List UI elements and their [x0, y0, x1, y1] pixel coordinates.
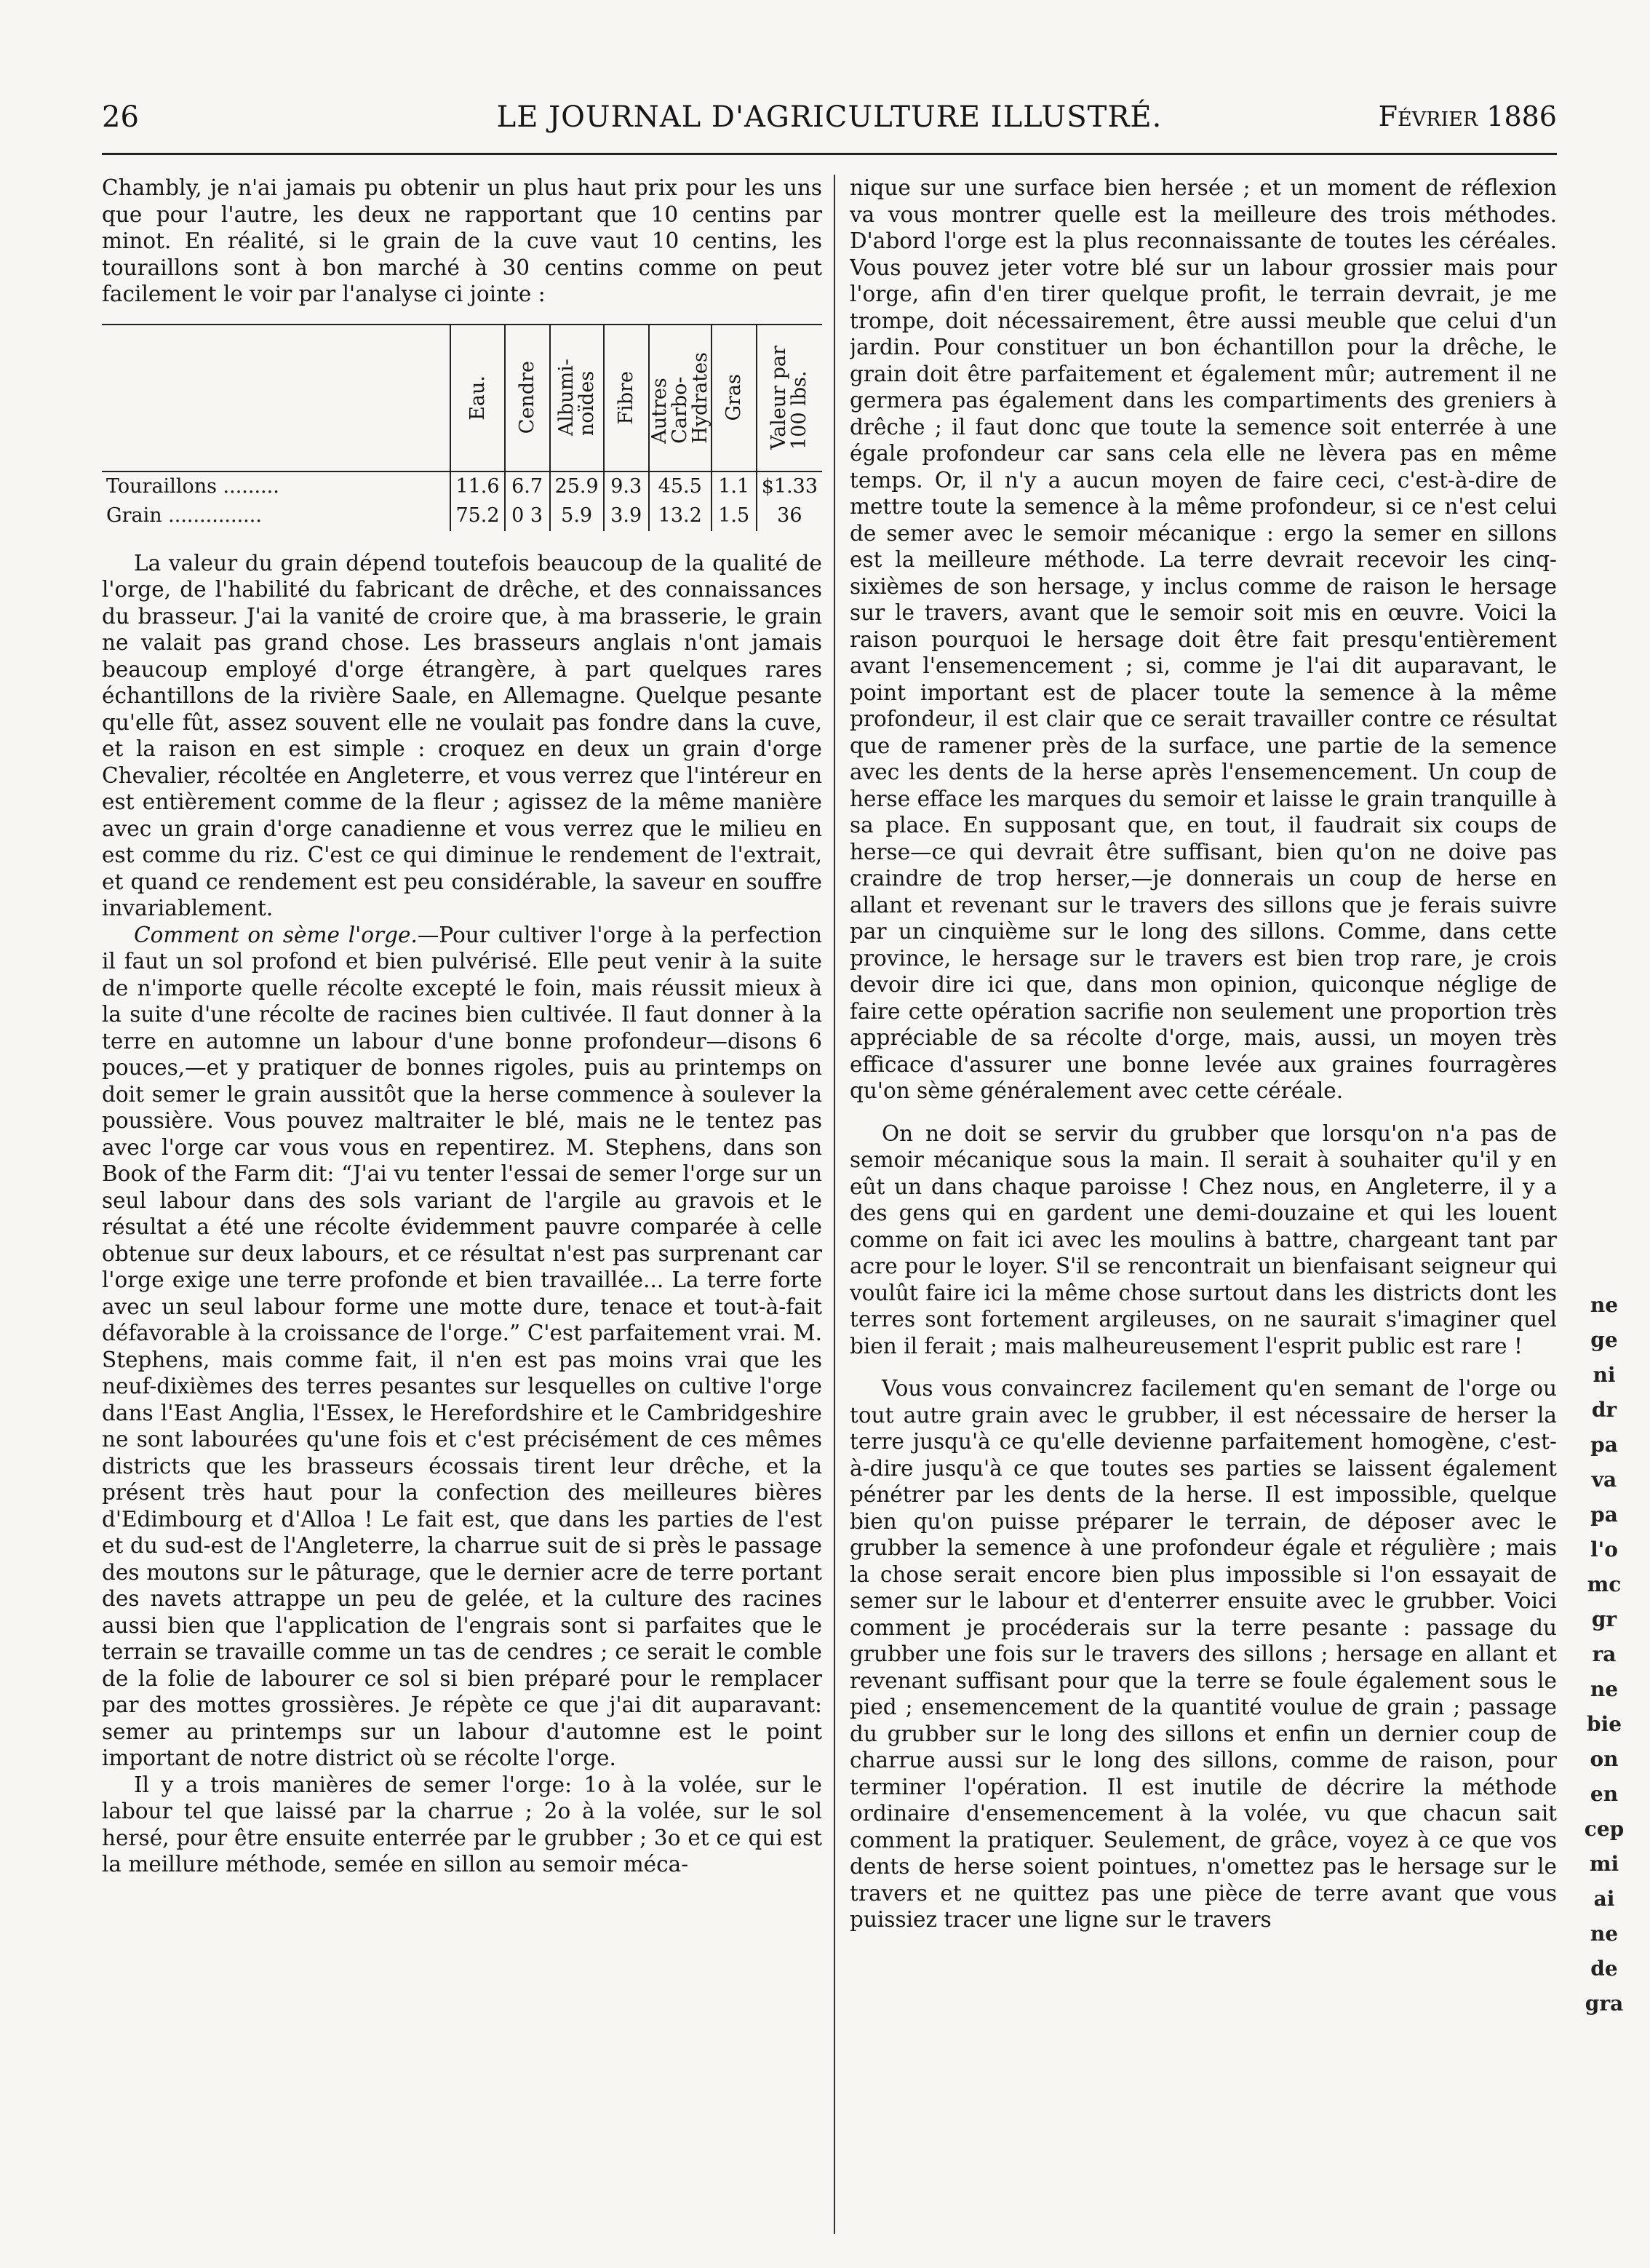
column-label: Fibre — [614, 370, 637, 425]
margin-fragment: on — [1590, 1747, 1619, 1771]
paragraph-text: —Pour cultiver l'orge à la perfection il faut un sol profond et bien pulvérisé. Elle peut venir à la suite de n'importe quelle récolte excepté le foin, mais réussit mieux à la suite d'une récolte de racines bien cultivée. Il faut donner à la terre en automne un labour d'une bonne profondeur—disons 6 pouces,—et y pratiquer de bonnes rigoles, puis au printemps on doit semer le grain aussitôt que la herse commence à soulever la poussière. Vous pouvez maltraiter le blé, mais ne le tentez pas avec l'orge car vous vous en repentirez. M. Stephens, dans son Book of the Farm dit: “J'ai vu tenter l'essai de semer l'orge sur un seul labour dans des sols variant de l'argile au gravois et le résultat a été une récolte évidemment pauvre comparée à celle obtenue sur deux labours, et ce résultat n'est pas surprenant car l'orge exige une terre profonde et bien travaillée... La terre forte avec un seul labour forme une motte dure, tenace et tout-à-fait défavorable à la croissance de l'orge.” C'est parfaitement vrai. M. Stephens, mais comme fait, il n'en est pas moins vrai que les neuf-dixièmes des terres pesantes sur lesquelles on cultive l'orge dans l'East Anglia, l'Essex, le Herefordshire et le Cambridgeshire ne sont labourées qu'une fois et c'est précisément de ces mêmes districts que les brasseurs écossais tirent leur drêche, et la présent très haut pour la confection des meilleures bières d'Edimbourg et d'Alloa ! Le fait est, que dans les parties de l'est et du sud-est de l'Angleterre, la charrue suit de si près le passage des moutons sur le pâturage, que le dernier acre de terre portant des navets attrappe un peu de gelée, et la culture des racines aussi bien que l'application de l'engrais sont si parfaites que le terrain se travaille comme un tas de cendres ; ce serait le comble de la folie de labourer ce sol si bien préparé pour le remplacer par des mottes grossières. Je répète ce que j'ai dit auparavant: semer au printemps sur un labour d'automne est le point important de notre district où se récolte l'orge. — [102, 922, 822, 1770]
column-label: Valeur par 100 lbs. — [768, 346, 811, 450]
left-column — [102, 175, 822, 2234]
table-corner — [102, 325, 450, 471]
row-label: Touraillons ......... — [106, 474, 279, 498]
page-number: 26 — [102, 100, 139, 134]
table-column-header — [649, 325, 712, 471]
margin-fragment: ge — [1590, 1328, 1618, 1352]
column-label: Cendre — [515, 361, 538, 434]
table-row — [102, 471, 822, 502]
margin-fragment: gra — [1585, 1992, 1624, 2016]
column-label: Autres Carbo- Hydrates — [647, 351, 712, 444]
margin-fragment: bie — [1586, 1712, 1622, 1736]
margin-fragment: mc — [1587, 1572, 1622, 1596]
table-cell: 13.2 — [649, 501, 712, 531]
column-label: Albumi- noïdes — [554, 359, 598, 437]
column-divider — [834, 175, 835, 2234]
issue-date: Février 1886 — [1378, 100, 1557, 132]
margin-fragment: en — [1590, 1782, 1619, 1806]
table-column-header — [450, 325, 504, 471]
paragraph: Il y a trois manières de semer l'orge: 1o à la volée, sur le labour tel que laissé par la charrue ; 2o à la volée, sur le sol hersé, pour être ensuite enterrée par le grubber ; 3o et ce qui est la meillure méthode, semée en sillon au semoir méca- — [102, 1772, 822, 1877]
table-cell: 9.3 — [604, 471, 649, 502]
adjacent-page-margin — [1579, 1288, 1630, 2021]
margin-fragment: pa — [1590, 1503, 1618, 1527]
margin-fragment: ne — [1590, 1293, 1619, 1317]
paragraph: nique sur une surface bien hersée ; et un moment de réflexion va vous montrer quelle est la meilleure des trois méthodes. D'abord l'orge est la plus reconnaissante de toutes les céréales. Vous pouvez jeter votre blé sur un labour grossier mais pour l'orge, afin d'en tirer quelque profit, le terrain devrait, je me trompe, doit nécessairement, être aussi meuble que celui d'un jardin. Pour constituer un bon échantillon pour la drêche, le grain doit être parfaitement et également mûr; autrement il ne germera pas également dans les compartiments des greniers à drêche ; il faut donc que toute la semence soit enterrée à une égale profondeur car sans cela elle ne lèvera pas en même temps. Or, il n'y a aucun moyen de faire ceci, c'est-à-dire de mettre toute la semence à la même profondeur, si ce n'est celui de semer avec le semoir mécanique : ergo la semer en sillons est la meilleure méthode. La terre devrait recevoir les cinq-sixièmes de son hersage, y inclus comme de raison le hersage sur le travers, avant que le semoir soit mis en œuvre. Voici la raison pourquoi le hersage doit être fait presqu'entièrement avant l'ensemencement ; si, comme je l'ai dit auparavant, le point important est de placer toute la semence à la même profondeur, il est clair que ce serait travailler contre ce résultat que de ramener près de la surface, une partie de la semence avec les dents de la herse après l'ensemencement. Un coup de herse efface les marques du semoir et laisse le grain tranquille à sa place. En supposant que, en tout, il faudrait six coups de herse—ce qui devrait être suffisant, bien qu'on ne doive pas craindre de trop herser,—je donnerais un coup de herse en allant et revenant sur le travers des sillons que je ferais suivre par un cinquième sur le long des sillons. Comme, dans cette province, le hersage sur le travers est bien trop rare, je crois devoir dire ici que, dans mon opinion, quiconque néglige de faire cette opération sacrifie non seulement une proportion très appréciable de sa récolte d'orge, mais, aussi, un moyen très efficace d'assurer une bonne levée aux graines fourragères qu'on sème généralement avec cette céréale. — [850, 175, 1557, 1103]
margin-fragment: ne — [1590, 1922, 1619, 1946]
margin-fragment: mi — [1589, 1852, 1619, 1876]
margin-fragment: de — [1590, 1957, 1618, 1981]
table-column-header — [505, 325, 550, 471]
analysis-table — [102, 324, 822, 531]
margin-fragment: ne — [1590, 1677, 1619, 1701]
margin-fragment: l'o — [1590, 1537, 1618, 1561]
paragraph: La valeur du grain dépend toutefois beaucoup de la qualité de l'orge, de l'habilité du fabricant de drêche, et des connaissances du brasseur. J'ai la vanité de croire que, à ma brasserie, le grain ne valait pas grand chose. Les brasseurs anglais n'ont jamais beaucoup employé d'orge étrangère, à part quelques rares échantillons de la rivière Saale, en Allemagne. Quelque pesante qu'elle fût, assez souvent elle ne voulait pas fondre dans la cuve, et la raison en est simple : croquez en deux un grain d'orge Chevalier, récoltée en Angleterre, et vous verrez que l'intéreur en est entièrement comme de la fleur ; agissez de la même manière avec un grain d'orge canadienne et vous verrez que le milieu en est comme du riz. C'est ce qui diminue le rendement de l'extrait, et quand ce rendement est peu considérable, la saveur en souffre invariablement. — [102, 550, 822, 920]
margin-fragment: gr — [1591, 1607, 1617, 1631]
journal-title: LE JOURNAL D'AGRICULTURE ILLUSTRÉ. — [496, 100, 1163, 134]
table-cell: 6.7 — [505, 471, 550, 502]
margin-fragment: ni — [1593, 1363, 1616, 1387]
margin-fragment: dr — [1591, 1398, 1617, 1422]
paragraph — [102, 922, 822, 1772]
table-row — [102, 501, 822, 531]
section-heading: Comment on sème l'orge. — [134, 922, 418, 947]
table-column-header — [550, 325, 604, 471]
column-label: Gras — [722, 374, 745, 421]
header-rule — [102, 153, 1557, 155]
right-column — [850, 175, 1557, 2234]
table-cell: 5.9 — [550, 501, 604, 531]
row-label: Grain ............... — [106, 504, 262, 527]
paragraph: On ne doit se servir du grubber que lorsqu'on n'a pas de semoir mécanique sous la main. Il serait à souhaiter qu'il y en eût un dans chaque paroisse ! Chez nous, en Angleterre, il y a des gens qui en gardent une demi-douzaine et qui les louent comme on fait ici avec les moulins à battre, chargeant tant par acre pour le loyer. S'il se rencontrait un bienfaisant seigneur qui voulût faire ici la même chose surtout dans les districts dont les terres sont fortement argileuses, on ne saurait s'imaginer quel bien il ferait ; mais malheureusement l'esprit public est rare ! — [850, 1121, 1557, 1358]
paragraph: Vous vous convaincrez facilement qu'en semant de l'orge ou tout autre grain avec le grubber, il est nécessaire de herser la terre jusqu'à ce qu'elle devienne parfaitement homogène, c'est-à-dire jusqu'à ce que toutes ses parties se laissent également pénétrer par les dents de la herse. Il est impossible, quelque bien qu'on puisse préparer le terrain, de déposer avec le grubber la semence à une profondeur égale et régulière ; mais la chose serait encore bien plus impossible si l'on essayait de semer sur le labour et d'enterrer ensuite avec le grubber. Voici comment je procéderais sur la terre pesante : passage du grubber une fois sur le travers des sillons ; hersage en allant et revenant suffisant pour que la terre se foule également sous le pied ; ensemencement de la quantité voulue de grain ; passage du grubber sur le long des sillons et enfin un dernier coup de charrue aussi sur le long des sillons, comme de raison, pour terminer l'opération. Il est inutile de décrire la méthode ordinaire d'ensemencement à la volée, vu que chacun sait comment la pratiquer. Seulement, de grâce, voyez à ce que vos dents de herse soient pointues, n'omettez pas le hersage sur le travers et ne quittez pas une pièce de terre avant que vous puissiez tracer une ligne sur le travers — [850, 1376, 1557, 1932]
table-cell: 1.1 — [712, 471, 757, 502]
table-column-header — [604, 325, 649, 471]
page-header — [102, 100, 1557, 144]
table-cell: 45.5 — [649, 471, 712, 502]
table-cell: $1.33 — [757, 471, 822, 502]
table-cell: 36 — [757, 501, 822, 531]
table-column-header — [757, 325, 822, 471]
column-label: Eau. — [466, 375, 489, 421]
margin-fragment: va — [1591, 1468, 1617, 1492]
margin-fragment: ra — [1592, 1642, 1617, 1666]
margin-fragment: cep — [1584, 1817, 1625, 1841]
table-cell: 0 3 — [505, 501, 550, 531]
paragraph: Chambly, je n'ai jamais pu obtenir un plus haut prix pour les uns que pour l'autre, les deux ne rapportant que 10 centins par minot. En réalité, si le grain de la cuve vaut 10 centins, les touraillons sont à bon marché à 30 centins comme on peut facilement le voir par l'analyse ci jointe : — [102, 175, 822, 306]
table-cell: 1.5 — [712, 501, 757, 531]
table-cell: 75.2 — [450, 501, 504, 531]
margin-fragment: pa — [1590, 1433, 1618, 1457]
table-column-header — [712, 325, 757, 471]
table-cell: 3.9 — [604, 501, 649, 531]
margin-fragment: ai — [1593, 1887, 1615, 1911]
table-cell: 25.9 — [550, 471, 604, 502]
table-cell: 11.6 — [450, 471, 504, 502]
